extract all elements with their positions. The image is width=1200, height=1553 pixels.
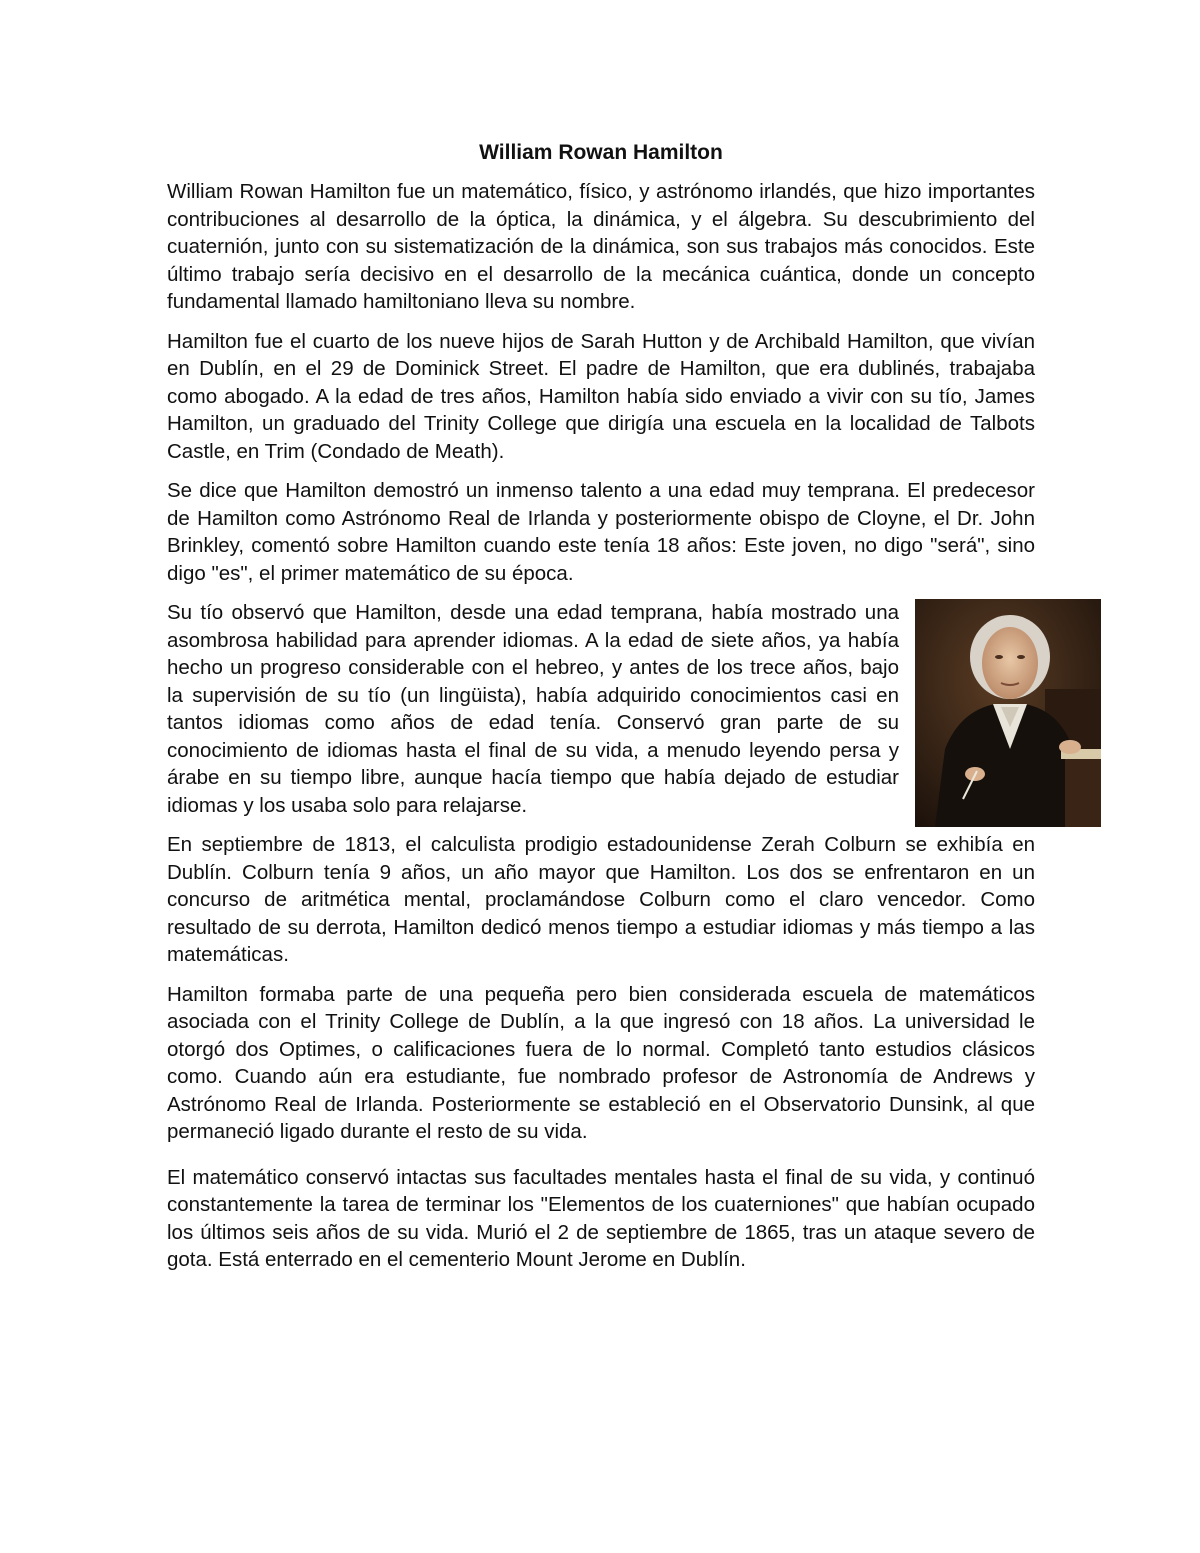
paragraph-colburn: En septiembre de 1813, el calculista prodigio estadounidense Zerah Colburn se exhibía en Dublín. Colburn tenía 9 años, un año mayor que Hamilton. Los dos se enfrentaron en un concurso de aritmética mental, proclamándose Colburn como el claro vencedor. Como resultado de su derrota, Hamilton dedicó menos tiempo a estudiar idiomas y más tiempo a las matemáticas. bbox=[167, 833, 1035, 966]
portrait-image bbox=[915, 599, 1101, 827]
portrait-painting-icon bbox=[915, 599, 1101, 827]
paragraph-intro: William Rowan Hamilton fue un matemático, físico, y astrónomo irlandés, que hizo importantes contribuciones al desarrollo de la óptica, la dinámica, y el álgebra. Su descubrimiento del cuaternión, junto con su sistematización de la dinámica, son sus trabajos más conocidos. Este último trabajo sería decisivo en el desarrollo de la mecánica cuántica, donde un concepto fundamental llamado hamiltoniano lleva su nombre. bbox=[167, 180, 1035, 313]
paragraph-trinity: Hamilton formaba parte de una pequeña pero bien considerada escuela de matemáticos asociada con el Trinity College de Dublín, a la que ingresó con 18 años. La universidad le otorgó dos Optimes, o calificaciones fuera de lo normal. Completó tanto estudios clásicos como. Cuando aún era estudiante, fue nombrado profesor de Astronomía de Andrews y Astrónomo Real de Irlanda. Posteriormente se estableció en el Observatorio Dunsink, al que permaneció ligado durante el resto de su vida. bbox=[167, 982, 1035, 1143]
document-title: William Rowan Hamilton bbox=[479, 141, 723, 164]
paragraph-languages: Su tío observó que Hamilton, desde una edad temprana, había mostrado una asombrosa habilidad para aprender idiomas. A la edad de siete años, ya había hecho un progreso considerable con el hebreo, y antes de los trece años, bajo la supervisión de su tío (un lingüista), había adquirido conocimientos casi en tantos idiomas como años de edad tenía. Conservó gran parte de su conocimiento de idiomas hasta el final de su vida, a menudo leyendo persa y árabe en su tiempo libre, aunque hacía tiempo que había dejado de estudiar idiomas y los usaba solo para relajarse. bbox=[167, 601, 899, 817]
paragraph-talent: Se dice que Hamilton demostró un inmenso talento a una edad muy temprana. El predecesor de Hamilton como Astrónomo Real de Irlanda y posteriormente obispo de Cloyne, el Dr. John Brinkley, comentó sobre Hamilton cuando este tenía 18 años: Este joven, no digo "será", sino digo "es", el primer matemático de su época. bbox=[167, 479, 1035, 585]
paragraph-death: El matemático conservó intactas sus facultades mentales hasta el final de su vida, y continuó constantemente la tarea de terminar los "Elementos de los cuaterniones" que habían ocupado los últimos seis años de su vida. Murió el 2 de septiembre de 1865, tras un ataque severo de gota. Está enterrado en el cementerio Mount Jerome en Dublín. bbox=[167, 1165, 1035, 1271]
document-page bbox=[167, 138, 1035, 1286]
paragraph-family: Hamilton fue el cuarto de los nueve hijos de Sarah Hutton y de Archibald Hamilton, que vivían en Dublín, en el 29 de Dominick Street. El padre de Hamilton, que era dublinés, trabajaba como abogado. A la edad de tres años, Hamilton había sido enviado a vivir con su tío, James Hamilton, un graduado del Trinity College que dirigía una escuela en la localidad de Talbots Castle, en Trim (Condado de Meath). bbox=[167, 329, 1035, 463]
